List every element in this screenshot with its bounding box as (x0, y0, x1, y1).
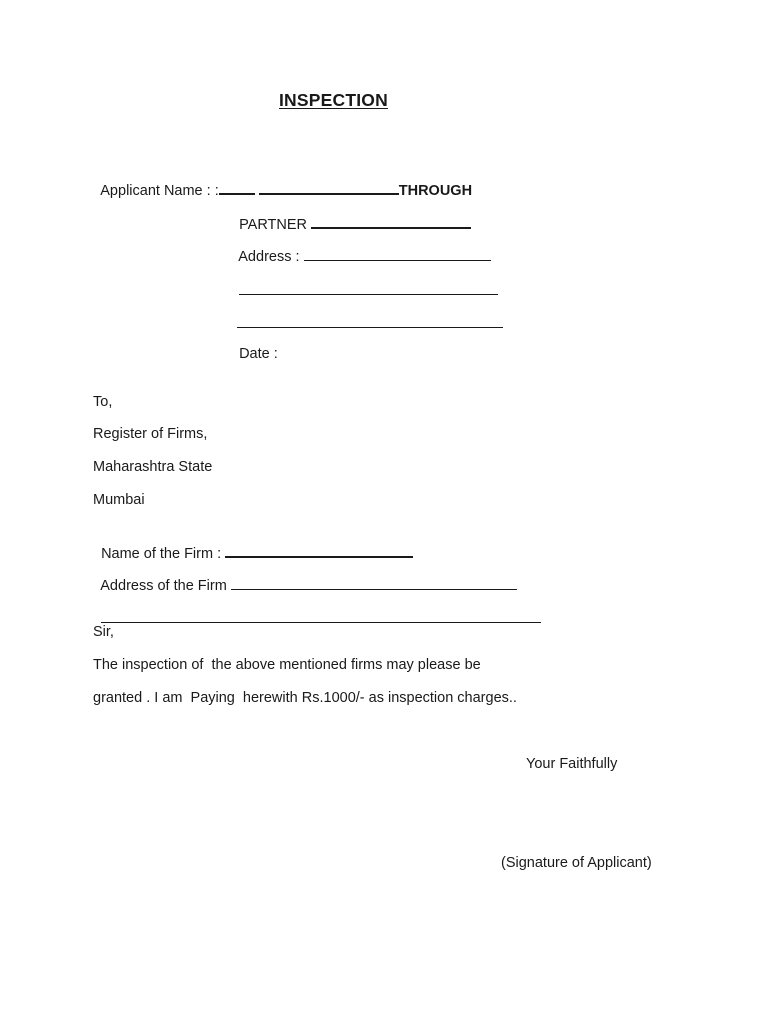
address-blank-3[interactable] (237, 313, 503, 328)
address-label: Address : (238, 249, 300, 265)
through-label: THROUGH (398, 183, 473, 199)
date-line (231, 327, 278, 363)
recipient-line-2: Maharashtra State (93, 459, 213, 475)
closing-faithfully: Your Faithfully (526, 756, 618, 772)
address-blank-2[interactable] (239, 280, 498, 295)
address-blank-1[interactable] (304, 246, 491, 261)
address-line (231, 228, 491, 266)
firm-address-blank-2[interactable] (101, 608, 541, 623)
firm-address-label: Address of the Firm (100, 578, 227, 594)
body-paragraph-line-1: The inspection of the above mentioned firms may please be (93, 657, 481, 673)
firm-name-blank[interactable] (225, 542, 413, 558)
salutation: Sir, (93, 624, 114, 640)
recipient-line-3: Mumbai (93, 492, 145, 508)
applicant-name-label: Applicant Name : : (100, 183, 219, 199)
applicant-name-blank-1[interactable] (219, 179, 255, 195)
recipient-line-1: Register of Firms, (93, 426, 208, 442)
partner-label: PARTNER (239, 217, 308, 233)
page-title: INSPECTION (279, 90, 388, 110)
recipient-to: To, (93, 394, 113, 410)
date-label: Date : (239, 346, 278, 362)
body-paragraph-line-2: granted . I am Paying herewith Rs.1000/- as inspection charges.. (93, 690, 517, 706)
applicant-name-blank-2[interactable] (259, 179, 399, 195)
partner-blank[interactable] (311, 213, 471, 229)
firm-address-blank-1[interactable] (231, 575, 517, 590)
firm-name-label: Name of the Firm : (101, 546, 222, 562)
firm-address-line-2 (93, 590, 541, 628)
signature-label: (Signature of Applicant) (501, 855, 652, 871)
